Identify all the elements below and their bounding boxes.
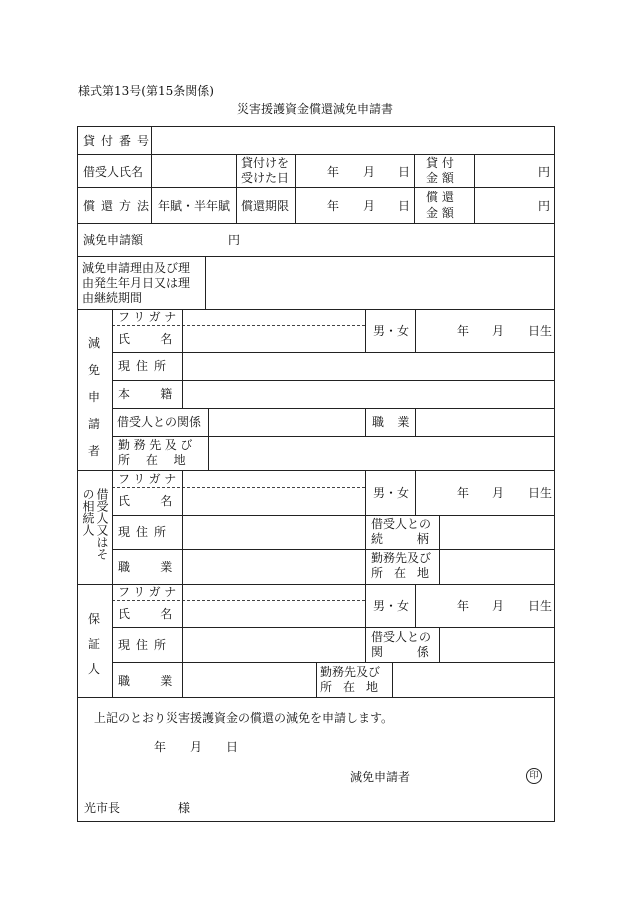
guarantor-relation-label-2: 関 係 xyxy=(371,645,429,659)
row-line xyxy=(77,470,555,471)
col-line xyxy=(365,309,366,352)
repayment-period-month[interactable]: 月 xyxy=(363,199,376,213)
footer-date-month[interactable]: 月 xyxy=(190,740,203,754)
heir-sex[interactable]: 男・女 xyxy=(373,486,410,500)
guarantor-address-label: 現住所 xyxy=(118,638,173,652)
loan-date-label-2: 受けた日 xyxy=(241,171,290,185)
repayment-amount-label-2: 金 額 xyxy=(426,206,454,220)
applicant-occupation-label: 職 業 xyxy=(372,415,410,429)
applicant-workplace-label-1: 勤務先及び xyxy=(118,438,197,452)
seal-mark: 印 xyxy=(526,768,542,784)
applicant-name-label: 氏 名 xyxy=(118,332,173,346)
heir-workplace-label-2: 所 在 地 xyxy=(371,566,430,580)
footer-date-day[interactable]: 日 xyxy=(226,740,239,754)
col-line xyxy=(392,662,393,697)
row-line xyxy=(112,436,555,437)
borrower-name-label: 借受人氏名 xyxy=(83,165,144,179)
repayment-period-label: 償還期限 xyxy=(241,199,290,213)
application-statement: 上記のとおり災害援護資金の償還の減免を申請します。 xyxy=(94,711,394,725)
repayment-period-year[interactable]: 年 xyxy=(327,199,340,213)
row-line xyxy=(112,352,555,353)
loan-number-label: 貸付番号 xyxy=(83,134,156,148)
repayment-amount-label-1: 償 還 xyxy=(426,190,454,204)
row-line xyxy=(112,627,555,628)
addressee-honorific: 様 xyxy=(178,801,191,815)
col-line xyxy=(414,154,415,223)
applicant-section-label: 減免申請者 xyxy=(87,336,100,458)
applicant-sex[interactable]: 男・女 xyxy=(373,324,410,338)
loan-date-day[interactable]: 日 xyxy=(398,165,411,179)
applicant-address-label: 現住所 xyxy=(118,359,173,373)
furigana-divider xyxy=(112,325,365,326)
loan-amount-yen[interactable]: 円 xyxy=(538,165,551,179)
row-line xyxy=(77,256,555,257)
col-line xyxy=(112,309,113,697)
heir-relation-label-2: 続 柄 xyxy=(371,532,429,546)
guarantor-section-label: 保証人 xyxy=(87,612,100,676)
applicant-birth-month[interactable]: 月 xyxy=(492,324,505,338)
applicant-relation-label: 借受人との関係 xyxy=(117,415,202,429)
applicant-workplace-label-2: 所 在 地 xyxy=(118,453,186,467)
col-line xyxy=(208,408,209,470)
col-line xyxy=(365,408,366,436)
repayment-method-value[interactable]: 年賦・半年賦 xyxy=(158,199,231,213)
applicant-domicile-label: 本 籍 xyxy=(118,387,173,401)
form-code: 様式第13号(第15条関係) xyxy=(78,84,214,98)
applicant-furigana-label: フリガナ xyxy=(118,310,180,324)
heir-birth-month[interactable]: 月 xyxy=(492,486,505,500)
heir-workplace-label-1: 勤務先及び xyxy=(371,551,432,565)
row-line xyxy=(112,380,555,381)
col-line xyxy=(415,584,416,627)
row-line xyxy=(77,187,555,188)
guarantor-furigana-label: フリガナ xyxy=(118,585,180,599)
exemption-amount-yen[interactable]: 円 xyxy=(228,233,241,247)
reason-field[interactable] xyxy=(207,258,553,307)
guarantor-name-label: 氏 名 xyxy=(118,607,173,621)
loan-date-month[interactable]: 月 xyxy=(363,165,376,179)
reason-label-1: 減免申請理由及び理 xyxy=(82,261,191,275)
loan-amount-label-1: 貸 付 xyxy=(426,156,454,170)
heir-occupation-label: 職 業 xyxy=(118,560,173,574)
exemption-amount-label: 減免申請額 xyxy=(83,233,144,247)
reason-label-3: 由継続期間 xyxy=(82,291,143,305)
guarantor-workplace-label-2: 所 在 地 xyxy=(320,680,379,694)
loan-date-year[interactable]: 年 xyxy=(327,165,340,179)
guarantor-birth-month[interactable]: 月 xyxy=(492,599,505,613)
repayment-method-label: 償還方法 xyxy=(83,199,156,213)
loan-amount-label-2: 金 額 xyxy=(426,171,454,185)
heir-birth-day[interactable]: 日生 xyxy=(528,486,553,500)
heir-relation-label-1: 借受人との xyxy=(371,517,432,531)
heir-section-label: 借受人又はその相続人 xyxy=(81,488,109,560)
col-line xyxy=(474,154,475,223)
reason-label-2: 由発生年月日又は理 xyxy=(82,276,191,290)
guarantor-birth-day[interactable]: 日生 xyxy=(528,599,553,613)
furigana-divider xyxy=(112,600,365,601)
guarantor-workplace-label-1: 勤務先及び xyxy=(320,665,381,679)
guarantor-relation-label-1: 借受人との xyxy=(371,630,432,644)
form-title: 災害援護資金償還減免申請書 xyxy=(236,102,393,116)
row-line xyxy=(112,549,555,550)
col-line xyxy=(415,408,416,436)
addressee-mayor: 光市長 xyxy=(84,801,121,815)
col-line xyxy=(415,309,416,352)
repayment-period-day[interactable]: 日 xyxy=(398,199,411,213)
col-line xyxy=(182,584,183,697)
col-line xyxy=(295,154,296,223)
col-line xyxy=(415,470,416,515)
guarantor-birth-year[interactable]: 年 xyxy=(457,599,470,613)
col-line xyxy=(365,470,366,584)
footer-date-year[interactable]: 年 xyxy=(154,740,167,754)
applicant-birth-year[interactable]: 年 xyxy=(457,324,470,338)
col-line xyxy=(236,154,237,223)
col-line xyxy=(439,515,440,584)
col-line xyxy=(439,627,440,662)
repayment-amount-yen[interactable]: 円 xyxy=(538,199,551,213)
heir-furigana-label: フリガナ xyxy=(118,472,180,486)
row-line xyxy=(112,408,555,409)
col-line xyxy=(205,256,206,309)
col-line xyxy=(365,584,366,662)
row-line xyxy=(77,154,555,155)
col-line xyxy=(182,309,183,408)
heir-birth-year[interactable]: 年 xyxy=(457,486,470,500)
heir-address-label: 現住所 xyxy=(118,525,173,539)
row-line xyxy=(112,515,555,516)
row-line xyxy=(77,223,555,224)
col-line xyxy=(316,662,317,697)
borrower-name-field[interactable] xyxy=(153,156,234,185)
furigana-divider xyxy=(112,487,365,488)
col-line xyxy=(182,470,183,584)
guarantor-sex[interactable]: 男・女 xyxy=(373,599,410,613)
heir-name-label: 氏 名 xyxy=(118,494,173,508)
guarantor-occupation-label: 職 業 xyxy=(118,674,173,688)
loan-number-field[interactable] xyxy=(153,128,553,152)
applicant-birth-day[interactable]: 日生 xyxy=(528,324,553,338)
row-line xyxy=(112,662,555,663)
row-line xyxy=(77,697,555,698)
loan-date-label-1: 貸付けを xyxy=(241,156,290,170)
applicant-signature-label: 減免申請者 xyxy=(350,770,411,784)
